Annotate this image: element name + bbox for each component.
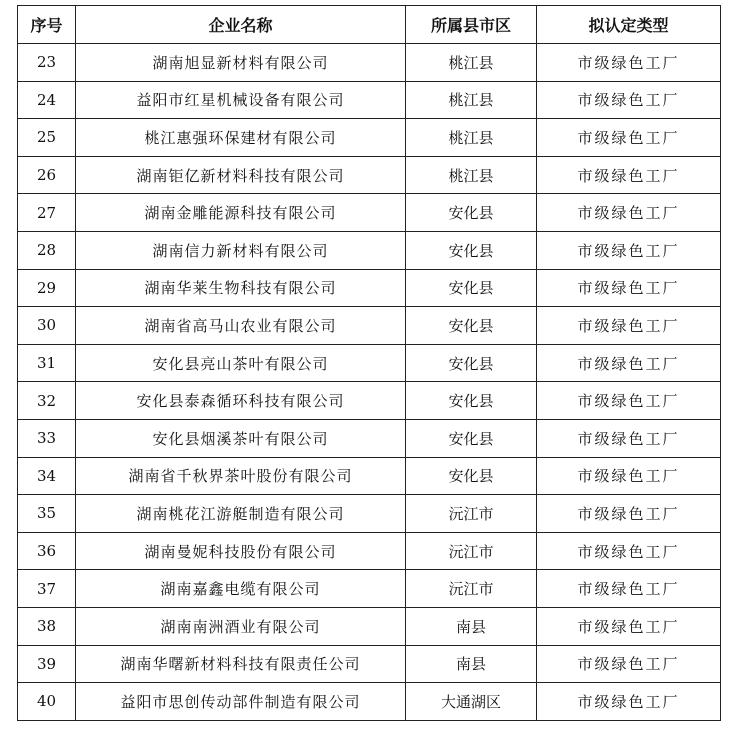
- table-row: [18, 231, 721, 269]
- cell-type: 市级绿色工厂: [537, 307, 721, 345]
- cell-name: 湖南省高马山农业有限公司: [76, 307, 406, 345]
- cell-no: 29: [18, 269, 76, 307]
- cell-no: 34: [18, 457, 76, 495]
- cell-name: 湖南嘉鑫电缆有限公司: [76, 570, 406, 608]
- cell-name: 湖南省千秋界茶叶股份有限公司: [76, 457, 406, 495]
- cell-type: 市级绿色工厂: [537, 344, 721, 382]
- cell-name: 湖南桃花江游艇制造有限公司: [76, 495, 406, 533]
- cell-name: 湖南曼妮科技股份有限公司: [76, 532, 406, 570]
- cell-no: 36: [18, 532, 76, 570]
- table-row: [18, 344, 721, 382]
- table-row: [18, 382, 721, 420]
- table-row: [18, 119, 721, 157]
- cell-type: 市级绿色工厂: [537, 607, 721, 645]
- cell-type: 市级绿色工厂: [537, 269, 721, 307]
- cell-no: 28: [18, 231, 76, 269]
- cell-type: 市级绿色工厂: [537, 382, 721, 420]
- table-row: [18, 44, 721, 82]
- table-row: [18, 457, 721, 495]
- cell-area: 安化县: [406, 269, 537, 307]
- cell-name: 桃江惠强环保建材有限公司: [76, 119, 406, 157]
- cell-area: 安化县: [406, 382, 537, 420]
- cell-no: 27: [18, 194, 76, 232]
- cell-area: 安化县: [406, 419, 537, 457]
- cell-area: 南县: [406, 607, 537, 645]
- cell-no: 26: [18, 156, 76, 194]
- table-row: [18, 532, 721, 570]
- cell-type: 市级绿色工厂: [537, 419, 721, 457]
- cell-area: 安化县: [406, 231, 537, 269]
- header-row: [18, 6, 721, 44]
- cell-area: 安化县: [406, 307, 537, 345]
- cell-type: 市级绿色工厂: [537, 495, 721, 533]
- cell-no: 33: [18, 419, 76, 457]
- table-row: [18, 194, 721, 232]
- cell-name: 安化县烟溪茶叶有限公司: [76, 419, 406, 457]
- cell-area: 安化县: [406, 457, 537, 495]
- cell-type: 市级绿色工厂: [537, 683, 721, 721]
- cell-area: 桃江县: [406, 44, 537, 82]
- cell-type: 市级绿色工厂: [537, 457, 721, 495]
- cell-type: 市级绿色工厂: [537, 81, 721, 119]
- cell-name: 湖南南洲酒业有限公司: [76, 607, 406, 645]
- cell-name: 湖南旭显新材料有限公司: [76, 44, 406, 82]
- header-name: 企业名称: [76, 6, 406, 44]
- cell-area: 桃江县: [406, 156, 537, 194]
- cell-type: 市级绿色工厂: [537, 570, 721, 608]
- table-row: [18, 683, 721, 721]
- cell-no: 39: [18, 645, 76, 683]
- cell-area: 大通湖区: [406, 683, 537, 721]
- table-row: [18, 570, 721, 608]
- cell-area: 沅江市: [406, 570, 537, 608]
- cell-type: 市级绿色工厂: [537, 645, 721, 683]
- cell-name: 湖南华莱生物科技有限公司: [76, 269, 406, 307]
- cell-area: 南县: [406, 645, 537, 683]
- header-area: 所属县市区: [406, 6, 537, 44]
- table-row: [18, 307, 721, 345]
- table-row: [18, 419, 721, 457]
- table-row: [18, 81, 721, 119]
- table-row: [18, 645, 721, 683]
- cell-name: 益阳市红星机械设备有限公司: [76, 81, 406, 119]
- cell-no: 24: [18, 81, 76, 119]
- cell-name: 益阳市思创传动部件制造有限公司: [76, 683, 406, 721]
- enterprise-table: [17, 5, 721, 721]
- cell-no: 30: [18, 307, 76, 345]
- table-row: [18, 269, 721, 307]
- cell-area: 桃江县: [406, 81, 537, 119]
- cell-no: 35: [18, 495, 76, 533]
- header-no: 序号: [18, 6, 76, 44]
- cell-no: 25: [18, 119, 76, 157]
- cell-type: 市级绿色工厂: [537, 532, 721, 570]
- cell-name: 湖南华曙新材料科技有限责任公司: [76, 645, 406, 683]
- cell-area: 桃江县: [406, 119, 537, 157]
- cell-name: 湖南金雕能源科技有限公司: [76, 194, 406, 232]
- table-row: [18, 607, 721, 645]
- cell-area: 安化县: [406, 194, 537, 232]
- cell-no: 32: [18, 382, 76, 420]
- table-row: [18, 156, 721, 194]
- cell-name: 安化县泰森循环科技有限公司: [76, 382, 406, 420]
- header-type: 拟认定类型: [537, 6, 721, 44]
- cell-no: 37: [18, 570, 76, 608]
- cell-no: 38: [18, 607, 76, 645]
- table-row: [18, 495, 721, 533]
- cell-area: 沅江市: [406, 532, 537, 570]
- cell-name: 湖南信力新材料有限公司: [76, 231, 406, 269]
- cell-no: 31: [18, 344, 76, 382]
- cell-type: 市级绿色工厂: [537, 44, 721, 82]
- cell-no: 23: [18, 44, 76, 82]
- cell-type: 市级绿色工厂: [537, 231, 721, 269]
- cell-area: 沅江市: [406, 495, 537, 533]
- cell-no: 40: [18, 683, 76, 721]
- cell-name: 湖南钜亿新材料科技有限公司: [76, 156, 406, 194]
- cell-type: 市级绿色工厂: [537, 194, 721, 232]
- cell-name: 安化县亮山茶叶有限公司: [76, 344, 406, 382]
- cell-type: 市级绿色工厂: [537, 119, 721, 157]
- cell-area: 安化县: [406, 344, 537, 382]
- cell-type: 市级绿色工厂: [537, 156, 721, 194]
